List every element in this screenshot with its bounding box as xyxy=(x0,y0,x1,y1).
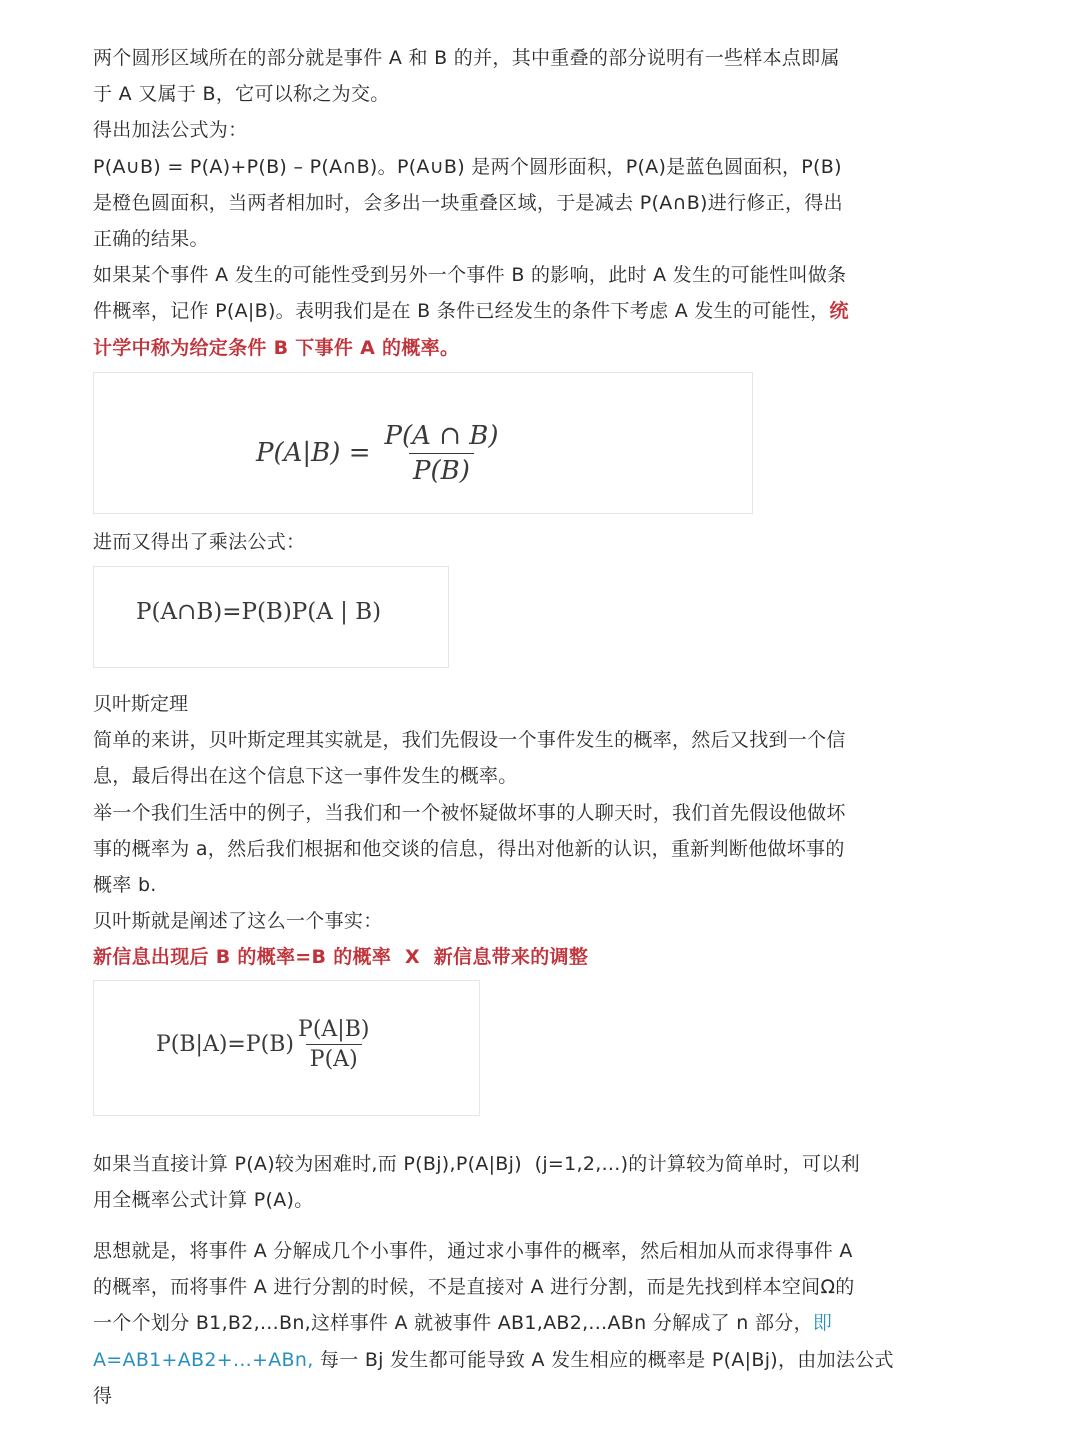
text-line: 举一个我们生活中的例子，当我们和一个被怀疑做坏事的人聊天时，我们首先假设他做坏 xyxy=(93,801,846,824)
multiplication-formula xyxy=(93,566,449,668)
text-line: 概率 b. xyxy=(93,874,157,897)
text-line: 是橙色圆面积，当两者相加时，会多出一块重叠区域，于是减去 P(A∩B)进行修正，得出 xyxy=(93,191,843,214)
text-segment: 一个个划分 B1,B2,...Bn,这样事件 A 就被事件 AB1,AB2,...ABn 分解成了 n 部分， xyxy=(93,1312,813,1335)
text-segment: 每一 Bj 发生都可能导致 A 发生相应的概率是 P(A|Bj)，由加法公式 xyxy=(313,1348,894,1371)
text-line xyxy=(93,1342,903,1378)
article-content xyxy=(93,40,903,1414)
section-heading: 贝叶斯定理 xyxy=(93,693,189,716)
highlight-text: 统 xyxy=(829,300,849,323)
text-line xyxy=(93,1305,903,1341)
text-line xyxy=(93,293,903,329)
text-line: 于 A 又属于 B，它可以称之为交。 xyxy=(93,83,390,106)
highlight-text: 即 xyxy=(812,1312,833,1335)
highlight-text: A=AB1+AB2+...+ABn, xyxy=(93,1348,314,1371)
conditional-probability-formula xyxy=(93,372,753,514)
text-line: 用全概率公式计算 P(A)。 xyxy=(93,1188,314,1211)
text-line: 事的概率为 a，然后我们根据和他交谈的信息，得出对他新的认识，重新判断他做坏事的 xyxy=(93,837,845,860)
text-line: 两个圆形区域所在的部分就是事件 A 和 B 的并，其中重叠的部分说明有一些样本点即属 xyxy=(93,47,840,69)
text-segment: 件概率，记作 P(A|B)。表明我们是在 B 条件已经发生的条件下考虑 A 发生的可能性， xyxy=(93,300,830,323)
formula-denominator: P(A) xyxy=(306,1044,362,1072)
formula-denominator: P(B) xyxy=(409,453,474,486)
formula-numerator: P(A ∩ B) xyxy=(384,420,499,451)
text-line: 如果某个事件 A 发生的可能性受到另外一个事件 B 的影响，此时 A 发生的可能性叫做条 xyxy=(93,264,847,287)
text-line: 息，最后得出在这个信息下这一事件发生的概率。 xyxy=(93,765,518,788)
highlight-text: 新信息出现后 B 的概率=B 的概率 X 新信息带来的调整 xyxy=(93,946,589,969)
text-line: 贝叶斯就是阐述了这么一个事实： xyxy=(93,910,383,933)
text-line: P(A∪B) = P(A)+P(B) – P(A∩B)。P(A∪B) 是两个圆形面积，P(A)是蓝色圆面积，P(B) xyxy=(93,155,842,178)
text-line: 简单的来讲，贝叶斯定理其实就是，我们先假设一个事件发生的概率，然后又找到一个信 xyxy=(93,729,846,752)
formula-numerator: P(A|B) xyxy=(298,1016,370,1042)
formula-lhs: P(B|A)=P(B) xyxy=(156,1031,295,1057)
highlight-text: 计学中称为给定条件 B 下事件 A 的概率。 xyxy=(93,336,460,359)
text-line: 进而又得出了乘法公式： xyxy=(93,530,306,553)
text-line: 思想就是，将事件 A 分解成几个小事件，通过求小事件的概率，然后相加从而求得事件 A xyxy=(93,1240,853,1263)
text-line: 得出加法公式为： xyxy=(93,119,248,142)
formula-lhs: P(A|B) = xyxy=(256,438,371,469)
formula-text: P(A∩B)=P(B)P(A | B) xyxy=(136,599,382,626)
text-line: 的概率，而将事件 A 进行分割的时候，不是直接对 A 进行分割，而是先找到样本空间Ω的 xyxy=(93,1276,855,1299)
bayes-formula xyxy=(93,980,480,1116)
text-line: 正确的结果。 xyxy=(93,228,209,251)
text-line: 如果当直接计算 P(A)较为困难时,而 P(Bj),P(A|Bj) (j=1,2,...)的计算较为简单时，可以利 xyxy=(93,1152,860,1175)
text-line: 得 xyxy=(93,1384,113,1407)
